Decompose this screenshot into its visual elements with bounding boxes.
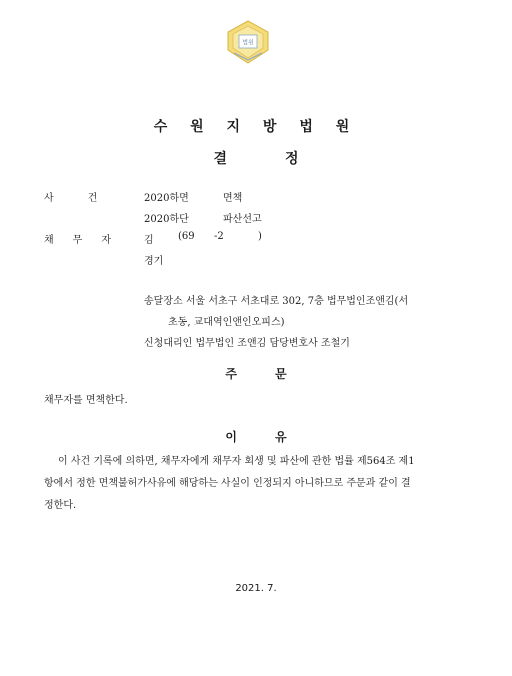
- court-name: 수 원 지 방 법 원: [153, 119, 359, 135]
- order-heading: [0, 365, 512, 382]
- reason-heading: [0, 428, 512, 445]
- debtor-label-char-1: 채: [44, 235, 54, 246]
- case-label: [44, 189, 97, 204]
- reason-heading-right: 유: [275, 430, 287, 444]
- reason-text-line-1: 이 사건 기록에 의하면, 채무자에게 채무자 회생 및 파산에 관한 법률 제564조 제1: [58, 456, 415, 467]
- case-label-char-1: 사: [44, 193, 54, 204]
- order-heading-right: 문: [275, 367, 287, 381]
- case-label-char-2: 건: [87, 193, 98, 204]
- reason-heading-left: 이: [225, 430, 237, 444]
- debtor-address: 경기: [144, 256, 164, 267]
- court-emblem-icon: [224, 20, 272, 64]
- applicant-agent: 신청대리인 법무법인 조앤김 담당변호사 조철기: [144, 338, 350, 349]
- debtor-name: 김: [144, 235, 154, 246]
- case-kind-2: 파산선고: [223, 214, 262, 225]
- debtor-birth: (69: [178, 231, 195, 242]
- order-heading-left: 주: [225, 367, 237, 381]
- debtor-birth-suffix: -2: [214, 231, 224, 242]
- debtor-label-char-3: 자: [101, 235, 112, 246]
- document-title-right: 정: [285, 151, 299, 167]
- emblem-text: 법원: [242, 39, 254, 47]
- document-title-left: 결: [213, 151, 227, 167]
- debtor-label: [44, 231, 111, 246]
- reason-text-line-2: 항에서 정한 면책불허가사유에 해당하는 사실이 인정되지 아니하므로 주문과 같이 결: [44, 478, 411, 489]
- service-address-line-2: 초동, 교대역인앤인오피스): [168, 317, 285, 328]
- decision-date: 2021. 7.: [235, 583, 277, 594]
- debtor-label-char-2: 무: [72, 235, 83, 246]
- order-text: 채무자를 면책한다.: [44, 395, 128, 406]
- service-address-line-1: 송달장소 서울 서초구 서초대로 302, 7층 법무법인조앤김(서: [144, 296, 409, 307]
- case-number-2: 2020하단: [144, 214, 189, 225]
- reason-text-line-3: 정한다.: [44, 500, 77, 511]
- case-kind-1: 면책: [223, 193, 243, 204]
- debtor-birth-close: ): [258, 231, 262, 242]
- document-title: [0, 148, 512, 168]
- case-number-1: 2020하면: [144, 193, 189, 204]
